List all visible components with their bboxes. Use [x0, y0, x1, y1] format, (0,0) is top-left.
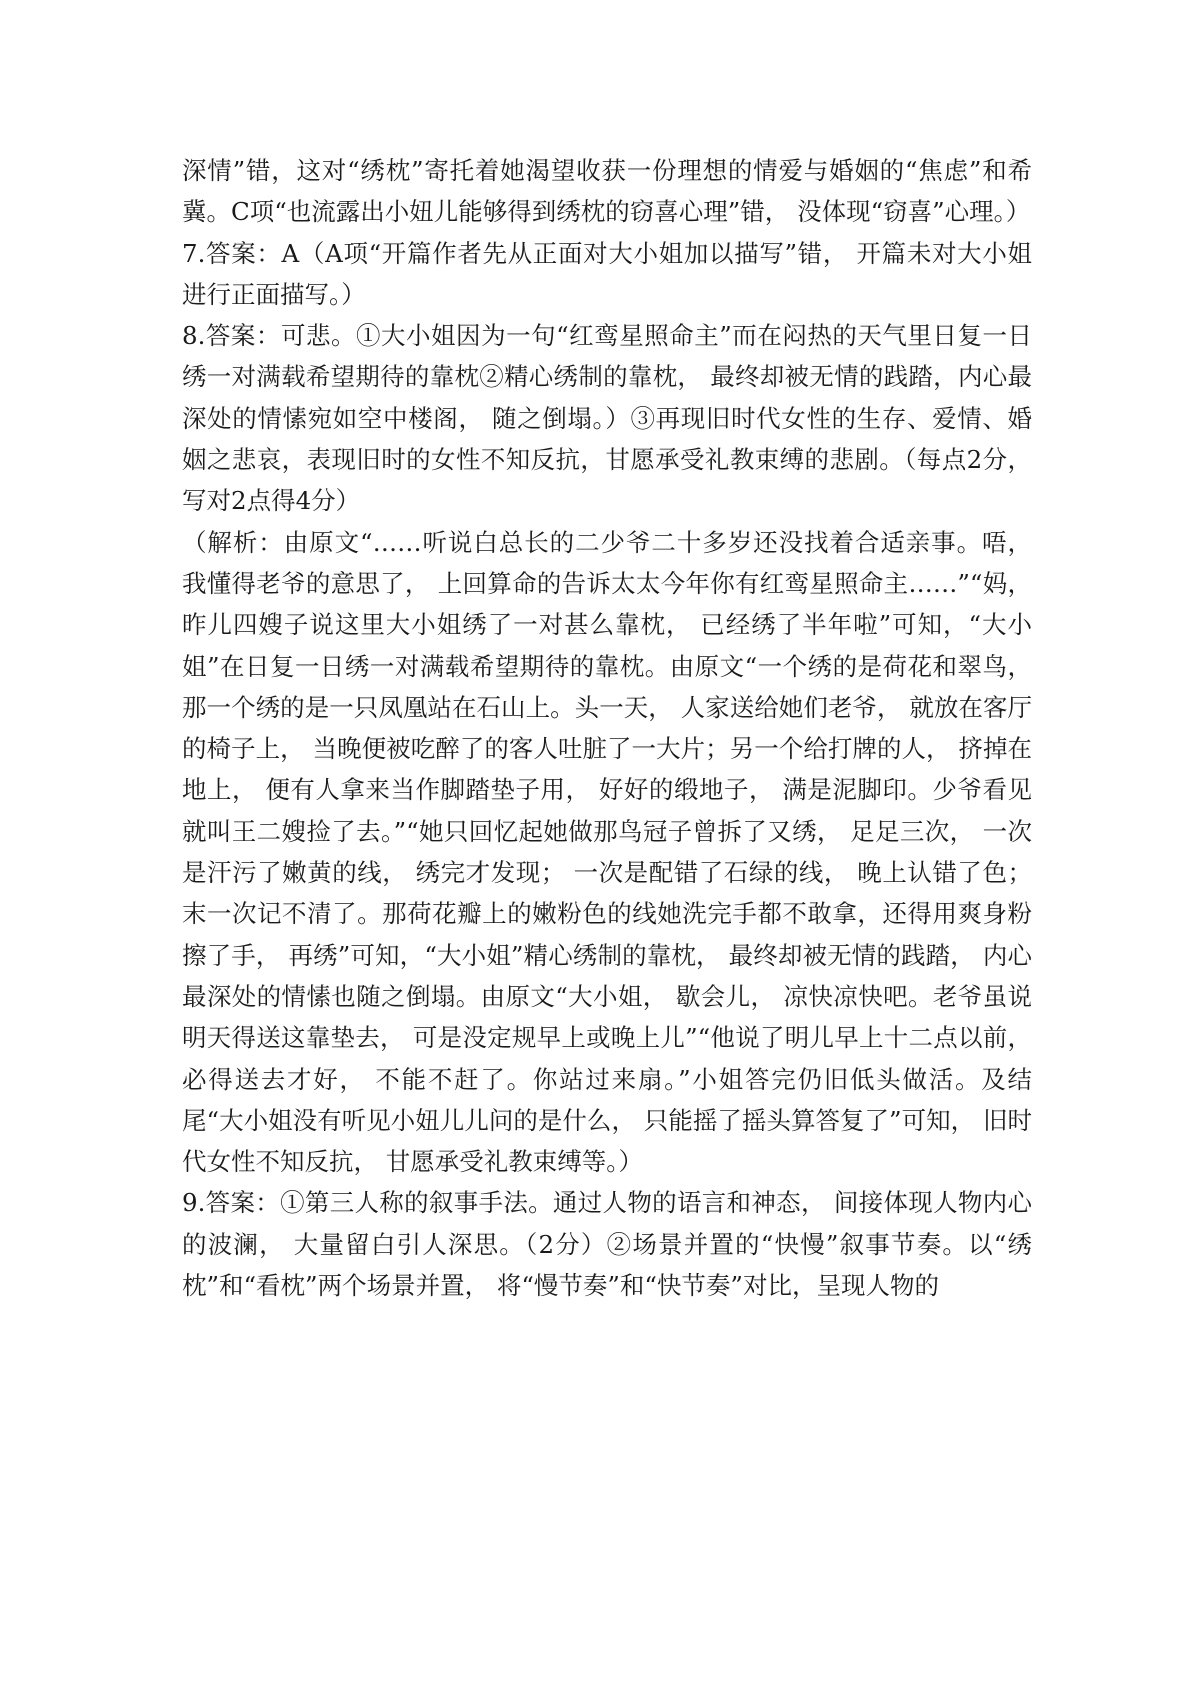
paragraph-answer-7: 7.答案：A（A项“开篇作者先从正面对大小姐加以描写”错， 开篇未对大小姐进行正面描写。）	[182, 238, 1032, 309]
paragraph-analysis-8: （解析：由原文“……听说白总长的二少爷二十多岁还没找着合适亲事。唔， 我懂得老爷的意思了， 上回算命的告诉太太今年你有红鸾星照命主……”“妈， 昨儿四嫂子说这里大小姐绣了一对甚么靠枕， 已经绣了半年啦”可知，“大小姐”在日复一日绣一对满载希望期待的靠枕。由原文“一个绣的是荷花和翠鸟， 那一个绣的是一只凤凰站在石山上。头一天， 人家送给她们老爷， 就放在客厅的椅子上， 当晚便被吃醉了的客人吐脏了一大片；另一个给打牌的人， 挤掉在地上， 便有人拿来当作脚踏垫子用， 好好的缎地子， 满是泥脚印。少爷看见就叫王二嫂捡了去。”“她只回忆起她做那鸟冠子曾拆了又绣， 足足三次， 一次是汗污了嫩黄的线， 绣完才发现； 一次是配错了石绿的线， 晚上认错了色；末一次记不清了。那荷花瓣上的嫩粉色的线她洗完手都不敢拿，还得用爽身粉擦了手， 再绣”可知，“大小姐”精心绣制的靠枕， 最终却被无情的践踏， 内心最深处的情愫也随之倒塌。由原文“大小姐， 歇会儿， 凉快凉快吧。老爷虽说明天得送这靠垫去， 可是没定规早上或晚上儿”“他说了明儿早上十二点以前，必得送去才好， 不能不赶了。你站过来扇。”小姐答完仍旧低头做活。及结尾“大小姐没有听见小妞儿儿问的是什么， 只能摇了摇头算答复了”可知， 旧时代女性不知反抗， 甘愿承受礼教束缚等。）	[182, 527, 1032, 1177]
answer-text-block	[182, 150, 1032, 1306]
paragraph-answer-8: 8.答案：可悲。①大小姐因为一句“红鸾星照命主”而在闷热的天气里日复一日绣一对满载希望期待的靠枕②精心绣制的靠枕， 最终却被无情的践踏，内心最深处的情愫宛如空中楼阁， 随之倒塌。）③再现旧时代女性的生存、爱情、婚姻之悲哀，表现旧时的女性不知反抗，甘愿承受礼教束缚的悲剧。（每点2分，写对2点得4分）	[182, 321, 1032, 516]
paragraph-analysis-continued: 深情”错，这对“绣枕”寄托着她渴望收获一份理想的情爱与婚姻的“焦虑”和希冀。C项“也流露出小妞儿能够得到绣枕的窃喜心理”错， 没体现“窃喜”心理。）	[182, 156, 1032, 227]
paragraph-answer-9: 9.答案：①第三人称的叙事手法。通过人物的语言和神态， 间接体现人物内心的波澜， 大量留白引人深思。（2分）②场景并置的“快慢”叙事节奏。以“绣枕”和“看枕”两个场景并置， 将“慢节奏”和“快节奏”对比，呈现人物的	[182, 1188, 1032, 1301]
